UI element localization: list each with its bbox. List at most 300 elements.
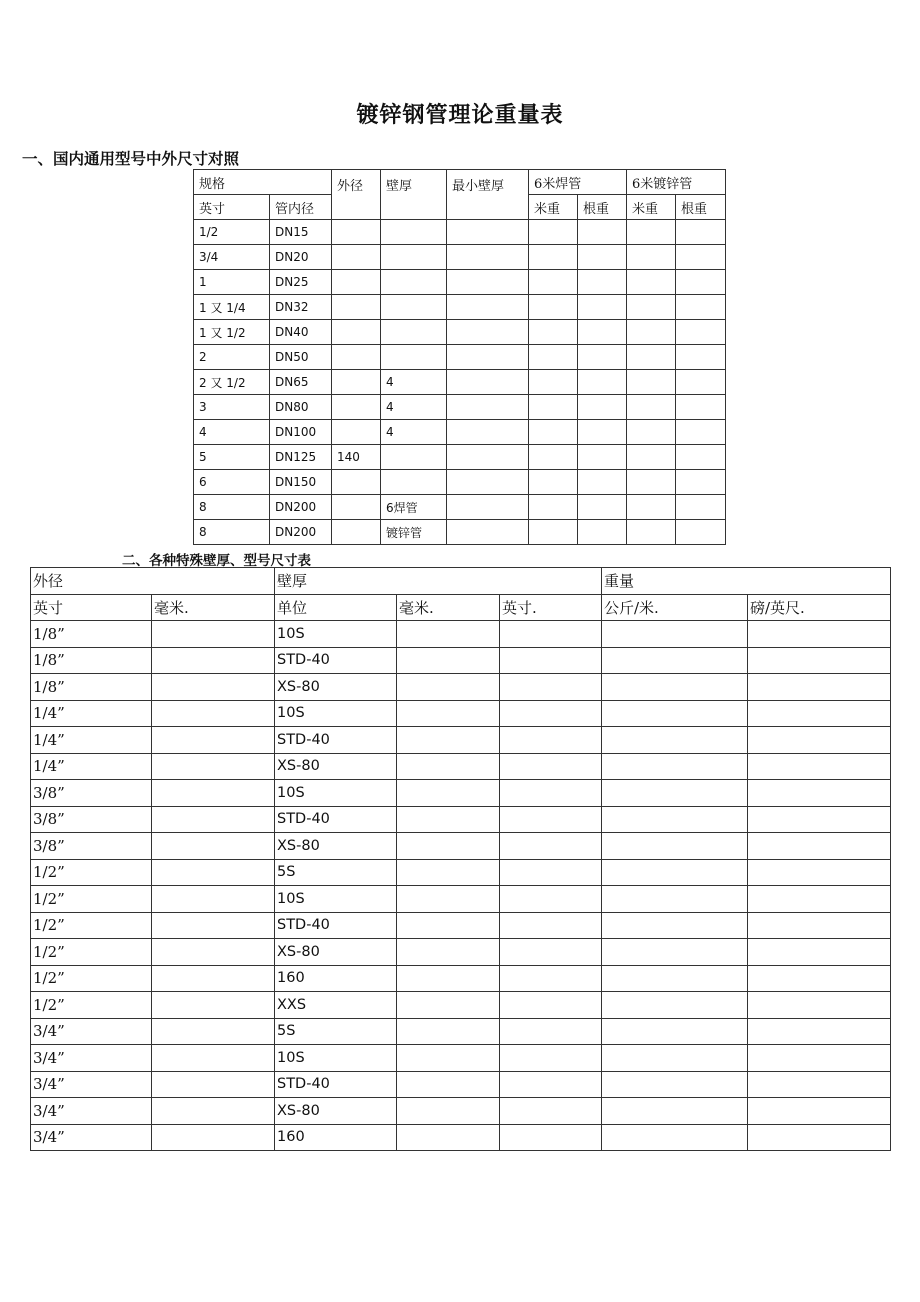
header-galv-6m: 6米镀锌管 bbox=[627, 170, 726, 195]
wall-cell bbox=[381, 320, 447, 345]
kg-per-m-cell bbox=[602, 806, 748, 833]
lb-per-ft-cell bbox=[748, 806, 891, 833]
wall-mm-cell bbox=[397, 992, 500, 1019]
table-row bbox=[194, 370, 726, 395]
wall-mm-cell bbox=[397, 621, 500, 648]
wall-inch-cell bbox=[500, 939, 602, 966]
lb-per-ft-cell bbox=[748, 1071, 891, 1098]
welded-piece-weight-cell bbox=[578, 245, 627, 270]
inch-cell: 3/4” bbox=[31, 1018, 152, 1045]
header-wall-inch: 英寸. bbox=[500, 594, 602, 621]
lb-per-ft-cell bbox=[748, 647, 891, 674]
mm-cell bbox=[152, 1098, 275, 1125]
dn-cell: DN40 bbox=[270, 320, 332, 345]
mm-cell bbox=[152, 1071, 275, 1098]
min-wall-cell bbox=[447, 295, 529, 320]
table-row bbox=[31, 621, 891, 648]
inch-cell: 3/8” bbox=[31, 806, 152, 833]
table-row bbox=[31, 859, 891, 886]
lb-per-ft-cell bbox=[748, 912, 891, 939]
kg-per-m-cell bbox=[602, 753, 748, 780]
galv-piece-weight-cell bbox=[676, 270, 726, 295]
galv-meter-weight-cell bbox=[627, 470, 676, 495]
table-row bbox=[194, 445, 726, 470]
table-row bbox=[31, 780, 891, 807]
kg-per-m-cell bbox=[602, 886, 748, 913]
unit-cell: 10S bbox=[275, 700, 397, 727]
lb-per-ft-cell bbox=[748, 727, 891, 754]
kg-per-m-cell bbox=[602, 939, 748, 966]
kg-per-m-cell bbox=[602, 1124, 748, 1151]
inch-cell: 1 又 1/4 bbox=[194, 295, 270, 320]
mm-cell bbox=[152, 647, 275, 674]
wall-cell bbox=[381, 295, 447, 320]
table-row bbox=[31, 753, 891, 780]
lb-per-ft-cell bbox=[748, 753, 891, 780]
lb-per-ft-cell bbox=[748, 700, 891, 727]
welded-meter-weight-cell bbox=[529, 520, 578, 545]
lb-per-ft-cell bbox=[748, 1018, 891, 1045]
wall-mm-cell bbox=[397, 1018, 500, 1045]
mm-cell bbox=[152, 674, 275, 701]
section-heading-1: 一、国内通用型号中外尺寸对照 bbox=[22, 150, 240, 168]
wall-cell bbox=[381, 470, 447, 495]
galv-meter-weight-cell bbox=[627, 245, 676, 270]
dn-cell: DN200 bbox=[270, 495, 332, 520]
wall-cell: 4 bbox=[381, 370, 447, 395]
kg-per-m-cell bbox=[602, 780, 748, 807]
lb-per-ft-cell bbox=[748, 674, 891, 701]
galv-piece-weight-cell bbox=[676, 320, 726, 345]
table-row bbox=[31, 965, 891, 992]
inch-cell: 1/2” bbox=[31, 912, 152, 939]
welded-piece-weight-cell bbox=[578, 220, 627, 245]
special-wall-table bbox=[30, 567, 891, 1151]
inch-cell: 1/4” bbox=[31, 700, 152, 727]
inch-cell: 2 bbox=[194, 345, 270, 370]
inch-cell: 3 bbox=[194, 395, 270, 420]
table-row bbox=[31, 1018, 891, 1045]
table-row bbox=[194, 470, 726, 495]
dn-cell: DN32 bbox=[270, 295, 332, 320]
table-row bbox=[31, 1124, 891, 1151]
welded-piece-weight-cell bbox=[578, 445, 627, 470]
lb-per-ft-cell bbox=[748, 859, 891, 886]
outer-dia-cell bbox=[332, 245, 381, 270]
kg-per-m-cell bbox=[602, 859, 748, 886]
lb-per-ft-cell bbox=[748, 886, 891, 913]
kg-per-m-cell bbox=[602, 833, 748, 860]
min-wall-cell bbox=[447, 245, 529, 270]
wall-inch-cell bbox=[500, 806, 602, 833]
lb-per-ft-cell bbox=[748, 1098, 891, 1125]
table-row bbox=[194, 295, 726, 320]
outer-dia-cell bbox=[332, 345, 381, 370]
mm-cell bbox=[152, 1124, 275, 1151]
inch-cell: 1/2” bbox=[31, 859, 152, 886]
outer-dia-cell bbox=[332, 370, 381, 395]
welded-piece-weight-cell bbox=[578, 520, 627, 545]
wall-inch-cell bbox=[500, 912, 602, 939]
header-welded-6m: 6米焊管 bbox=[529, 170, 627, 195]
unit-cell: 5S bbox=[275, 859, 397, 886]
mm-cell bbox=[152, 727, 275, 754]
wall-cell: 6焊管 bbox=[381, 495, 447, 520]
wall-mm-cell bbox=[397, 965, 500, 992]
header-inch: 英寸 bbox=[31, 594, 152, 621]
dn-cell: DN50 bbox=[270, 345, 332, 370]
mm-cell bbox=[152, 859, 275, 886]
inch-cell: 4 bbox=[194, 420, 270, 445]
galv-piece-weight-cell bbox=[676, 420, 726, 445]
welded-meter-weight-cell bbox=[529, 470, 578, 495]
wall-mm-cell bbox=[397, 700, 500, 727]
inch-cell: 1 bbox=[194, 270, 270, 295]
header-welded-meter-weight: 米重 bbox=[529, 195, 578, 220]
galv-meter-weight-cell bbox=[627, 270, 676, 295]
unit-cell: XS-80 bbox=[275, 674, 397, 701]
wall-inch-cell bbox=[500, 753, 602, 780]
unit-cell: 10S bbox=[275, 1045, 397, 1072]
wall-cell: 镀锌管 bbox=[381, 520, 447, 545]
min-wall-cell bbox=[447, 445, 529, 470]
table-row bbox=[31, 939, 891, 966]
lb-per-ft-cell bbox=[748, 965, 891, 992]
galv-meter-weight-cell bbox=[627, 345, 676, 370]
outer-dia-cell bbox=[332, 320, 381, 345]
header-galv-piece-weight: 根重 bbox=[676, 195, 726, 220]
welded-meter-weight-cell bbox=[529, 445, 578, 470]
section-heading-2: 二、各种特殊壁厚、型号尺寸表 bbox=[122, 553, 311, 569]
table-row bbox=[194, 495, 726, 520]
dn-cell: DN100 bbox=[270, 420, 332, 445]
kg-per-m-cell bbox=[602, 727, 748, 754]
galv-meter-weight-cell bbox=[627, 220, 676, 245]
page-title: 镀锌钢管理论重量表 bbox=[356, 102, 564, 128]
wall-inch-cell bbox=[500, 674, 602, 701]
table-row bbox=[31, 1098, 891, 1125]
table-row bbox=[31, 912, 891, 939]
welded-piece-weight-cell bbox=[578, 295, 627, 320]
inch-cell: 2 又 1/2 bbox=[194, 370, 270, 395]
wall-inch-cell bbox=[500, 727, 602, 754]
kg-per-m-cell bbox=[602, 965, 748, 992]
inch-cell: 3/4” bbox=[31, 1124, 152, 1151]
inch-cell: 1/8” bbox=[31, 621, 152, 648]
wall-inch-cell bbox=[500, 992, 602, 1019]
header-min-wall: 最小壁厚 bbox=[447, 170, 529, 220]
welded-piece-weight-cell bbox=[578, 395, 627, 420]
header-outer-dia: 外径 bbox=[332, 170, 381, 220]
wall-inch-cell bbox=[500, 833, 602, 860]
unit-cell: 160 bbox=[275, 1124, 397, 1151]
table-row bbox=[31, 700, 891, 727]
header-inner-dia: 管内径 bbox=[270, 195, 332, 220]
table-row bbox=[31, 1045, 891, 1072]
welded-meter-weight-cell bbox=[529, 220, 578, 245]
table-row bbox=[31, 647, 891, 674]
galv-piece-weight-cell bbox=[676, 295, 726, 320]
unit-cell: XS-80 bbox=[275, 833, 397, 860]
mm-cell bbox=[152, 700, 275, 727]
header-wall-mm: 毫米. bbox=[397, 594, 500, 621]
galv-meter-weight-cell bbox=[627, 445, 676, 470]
wall-cell bbox=[381, 245, 447, 270]
dn-cell: DN125 bbox=[270, 445, 332, 470]
wall-mm-cell bbox=[397, 859, 500, 886]
mm-cell bbox=[152, 833, 275, 860]
lb-per-ft-cell bbox=[748, 992, 891, 1019]
min-wall-cell bbox=[447, 470, 529, 495]
welded-meter-weight-cell bbox=[529, 420, 578, 445]
lb-per-ft-cell bbox=[748, 780, 891, 807]
header-lb-per-ft: 磅/英尺. bbox=[748, 594, 891, 621]
inch-cell: 6 bbox=[194, 470, 270, 495]
lb-per-ft-cell bbox=[748, 833, 891, 860]
galv-piece-weight-cell bbox=[676, 470, 726, 495]
dn-cell: DN25 bbox=[270, 270, 332, 295]
header-galv-meter-weight: 米重 bbox=[627, 195, 676, 220]
unit-cell: XS-80 bbox=[275, 753, 397, 780]
galv-piece-weight-cell bbox=[676, 495, 726, 520]
galv-meter-weight-cell bbox=[627, 520, 676, 545]
welded-meter-weight-cell bbox=[529, 295, 578, 320]
inch-cell: 1/8” bbox=[31, 674, 152, 701]
wall-inch-cell bbox=[500, 1045, 602, 1072]
inch-cell: 1/4” bbox=[31, 753, 152, 780]
inch-cell: 3/8” bbox=[31, 833, 152, 860]
header-spec: 规格 bbox=[194, 170, 332, 195]
outer-dia-cell bbox=[332, 270, 381, 295]
min-wall-cell bbox=[447, 520, 529, 545]
wall-cell: 4 bbox=[381, 420, 447, 445]
mm-cell bbox=[152, 886, 275, 913]
inch-cell: 5 bbox=[194, 445, 270, 470]
dn-cell: DN15 bbox=[270, 220, 332, 245]
wall-mm-cell bbox=[397, 886, 500, 913]
table-row bbox=[194, 220, 726, 245]
welded-meter-weight-cell bbox=[529, 395, 578, 420]
wall-mm-cell bbox=[397, 753, 500, 780]
wall-mm-cell bbox=[397, 780, 500, 807]
inch-cell: 3/8” bbox=[31, 780, 152, 807]
welded-meter-weight-cell bbox=[529, 270, 578, 295]
unit-cell: XXS bbox=[275, 992, 397, 1019]
kg-per-m-cell bbox=[602, 621, 748, 648]
wall-mm-cell bbox=[397, 912, 500, 939]
wall-inch-cell bbox=[500, 647, 602, 674]
min-wall-cell bbox=[447, 220, 529, 245]
inch-cell: 1/2” bbox=[31, 886, 152, 913]
unit-cell: XS-80 bbox=[275, 1098, 397, 1125]
wall-mm-cell bbox=[397, 1045, 500, 1072]
size-comparison-table bbox=[193, 169, 726, 545]
mm-cell bbox=[152, 753, 275, 780]
inch-cell: 3/4” bbox=[31, 1098, 152, 1125]
wall-cell bbox=[381, 270, 447, 295]
wall-mm-cell bbox=[397, 833, 500, 860]
galv-piece-weight-cell bbox=[676, 345, 726, 370]
min-wall-cell bbox=[447, 370, 529, 395]
welded-piece-weight-cell bbox=[578, 270, 627, 295]
wall-inch-cell bbox=[500, 780, 602, 807]
outer-dia-cell bbox=[332, 470, 381, 495]
inch-cell: 1/2” bbox=[31, 965, 152, 992]
wall-inch-cell bbox=[500, 1071, 602, 1098]
welded-meter-weight-cell bbox=[529, 245, 578, 270]
table-row bbox=[194, 270, 726, 295]
wall-inch-cell bbox=[500, 1124, 602, 1151]
wall-mm-cell bbox=[397, 1071, 500, 1098]
welded-piece-weight-cell bbox=[578, 345, 627, 370]
kg-per-m-cell bbox=[602, 912, 748, 939]
table-row bbox=[194, 345, 726, 370]
mm-cell bbox=[152, 1045, 275, 1072]
unit-cell: 5S bbox=[275, 1018, 397, 1045]
wall-inch-cell bbox=[500, 700, 602, 727]
outer-dia-cell bbox=[332, 420, 381, 445]
galv-meter-weight-cell bbox=[627, 320, 676, 345]
welded-piece-weight-cell bbox=[578, 420, 627, 445]
inch-cell: 1 又 1/2 bbox=[194, 320, 270, 345]
kg-per-m-cell bbox=[602, 674, 748, 701]
inch-cell: 3/4 bbox=[194, 245, 270, 270]
welded-meter-weight-cell bbox=[529, 495, 578, 520]
kg-per-m-cell bbox=[602, 992, 748, 1019]
unit-cell: STD-40 bbox=[275, 647, 397, 674]
inch-cell: 8 bbox=[194, 520, 270, 545]
inch-cell: 1/2” bbox=[31, 992, 152, 1019]
dn-cell: DN150 bbox=[270, 470, 332, 495]
table-row bbox=[31, 727, 891, 754]
outer-dia-cell bbox=[332, 295, 381, 320]
outer-dia-cell bbox=[332, 520, 381, 545]
wall-mm-cell bbox=[397, 647, 500, 674]
wall-mm-cell bbox=[397, 939, 500, 966]
kg-per-m-cell bbox=[602, 647, 748, 674]
unit-cell: STD-40 bbox=[275, 912, 397, 939]
welded-meter-weight-cell bbox=[529, 345, 578, 370]
galv-meter-weight-cell bbox=[627, 370, 676, 395]
lb-per-ft-cell bbox=[748, 939, 891, 966]
table-row bbox=[31, 674, 891, 701]
mm-cell bbox=[152, 806, 275, 833]
header-welded-piece-weight: 根重 bbox=[578, 195, 627, 220]
unit-cell: 10S bbox=[275, 780, 397, 807]
header-kg-per-m: 公斤/米. bbox=[602, 594, 748, 621]
wall-cell bbox=[381, 345, 447, 370]
galv-piece-weight-cell bbox=[676, 245, 726, 270]
kg-per-m-cell bbox=[602, 1098, 748, 1125]
galv-piece-weight-cell bbox=[676, 370, 726, 395]
table-row bbox=[31, 886, 891, 913]
unit-cell: 10S bbox=[275, 886, 397, 913]
lb-per-ft-cell bbox=[748, 1045, 891, 1072]
dn-cell: DN65 bbox=[270, 370, 332, 395]
inch-cell: 3/4” bbox=[31, 1045, 152, 1072]
unit-cell: XS-80 bbox=[275, 939, 397, 966]
galv-meter-weight-cell bbox=[627, 295, 676, 320]
mm-cell bbox=[152, 780, 275, 807]
unit-cell: STD-40 bbox=[275, 806, 397, 833]
header-wall: 壁厚 bbox=[381, 170, 447, 220]
table-row bbox=[31, 806, 891, 833]
table-row bbox=[31, 992, 891, 1019]
galv-meter-weight-cell bbox=[627, 495, 676, 520]
table-row bbox=[31, 833, 891, 860]
inch-cell: 1/2 bbox=[194, 220, 270, 245]
min-wall-cell bbox=[447, 395, 529, 420]
wall-inch-cell bbox=[500, 1098, 602, 1125]
galv-piece-weight-cell bbox=[676, 445, 726, 470]
galv-meter-weight-cell bbox=[627, 420, 676, 445]
min-wall-cell bbox=[447, 270, 529, 295]
kg-per-m-cell bbox=[602, 700, 748, 727]
table-row bbox=[194, 420, 726, 445]
unit-cell: 160 bbox=[275, 965, 397, 992]
table-row bbox=[194, 520, 726, 545]
outer-dia-cell: 140 bbox=[332, 445, 381, 470]
wall-inch-cell bbox=[500, 1018, 602, 1045]
min-wall-cell bbox=[447, 420, 529, 445]
wall-mm-cell bbox=[397, 727, 500, 754]
wall-cell: 4 bbox=[381, 395, 447, 420]
min-wall-cell bbox=[447, 495, 529, 520]
table-row bbox=[194, 245, 726, 270]
welded-piece-weight-cell bbox=[578, 370, 627, 395]
wall-inch-cell bbox=[500, 965, 602, 992]
lb-per-ft-cell bbox=[748, 621, 891, 648]
dn-cell: DN20 bbox=[270, 245, 332, 270]
mm-cell bbox=[152, 912, 275, 939]
table-row bbox=[31, 1071, 891, 1098]
inch-cell: 1/2” bbox=[31, 939, 152, 966]
header-unit: 单位 bbox=[275, 594, 397, 621]
header-mm: 毫米. bbox=[152, 594, 275, 621]
unit-cell: 10S bbox=[275, 621, 397, 648]
min-wall-cell bbox=[447, 345, 529, 370]
inch-cell: 1/8” bbox=[31, 647, 152, 674]
wall-mm-cell bbox=[397, 1098, 500, 1125]
unit-cell: STD-40 bbox=[275, 1071, 397, 1098]
mm-cell bbox=[152, 939, 275, 966]
welded-meter-weight-cell bbox=[529, 370, 578, 395]
header-weight: 重量 bbox=[602, 568, 891, 595]
mm-cell bbox=[152, 621, 275, 648]
galv-meter-weight-cell bbox=[627, 395, 676, 420]
outer-dia-cell bbox=[332, 495, 381, 520]
wall-mm-cell bbox=[397, 806, 500, 833]
galv-piece-weight-cell bbox=[676, 520, 726, 545]
kg-per-m-cell bbox=[602, 1045, 748, 1072]
outer-dia-cell bbox=[332, 395, 381, 420]
dn-cell: DN200 bbox=[270, 520, 332, 545]
wall-inch-cell bbox=[500, 886, 602, 913]
dn-cell: DN80 bbox=[270, 395, 332, 420]
galv-piece-weight-cell bbox=[676, 395, 726, 420]
unit-cell: STD-40 bbox=[275, 727, 397, 754]
wall-cell bbox=[381, 445, 447, 470]
wall-mm-cell bbox=[397, 674, 500, 701]
header-inch: 英寸 bbox=[194, 195, 270, 220]
welded-piece-weight-cell bbox=[578, 470, 627, 495]
lb-per-ft-cell bbox=[748, 1124, 891, 1151]
min-wall-cell bbox=[447, 320, 529, 345]
table-row bbox=[194, 395, 726, 420]
table-row bbox=[194, 320, 726, 345]
kg-per-m-cell bbox=[602, 1071, 748, 1098]
welded-meter-weight-cell bbox=[529, 320, 578, 345]
